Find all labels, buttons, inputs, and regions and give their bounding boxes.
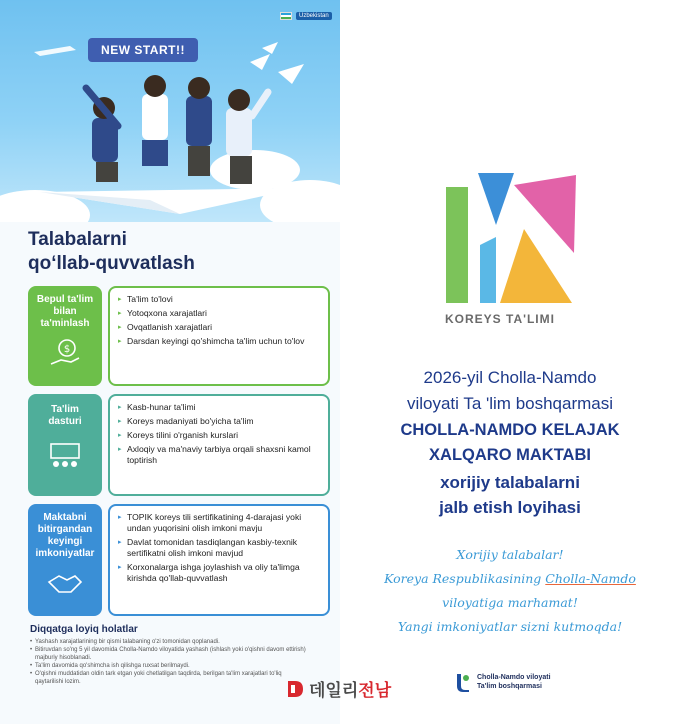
title-line: qo‘llab-quvvatlash bbox=[28, 253, 195, 274]
org-line: Ta'lim boshqarmasi bbox=[477, 683, 542, 690]
welcome-message bbox=[340, 543, 680, 639]
list-item: ▸ Ovqatlanish xarajatlari bbox=[118, 322, 320, 333]
heading-school bbox=[340, 418, 680, 468]
heading-line: xorijiy talabalarni bbox=[440, 473, 580, 492]
script-text: Koreya Respublikasining bbox=[384, 571, 546, 586]
list-item: ▸ Davlat tomonidan tasdiqlangan kasbiy-texnik sertifikatni olish imkoni mavjud bbox=[118, 537, 320, 559]
heading-line: 2026-yil Cholla-Namdo bbox=[423, 368, 597, 387]
heading-line: XALQARO MAKTABI bbox=[429, 446, 591, 464]
students-illustration bbox=[0, 0, 340, 222]
list-item: ▸ Korxonalarga ishga joylashish va oliy ta'limga kirishda qo'llab-quvvatlash bbox=[118, 562, 320, 584]
heading-line: jalb etish loyihasi bbox=[439, 498, 581, 517]
handshake-icon bbox=[47, 568, 83, 598]
category-tile bbox=[28, 286, 102, 386]
new-start-badge: NEW START!! bbox=[88, 38, 198, 62]
money-hand-icon bbox=[47, 338, 83, 368]
heading-line: viloyati Ta 'lim boshqarmasi bbox=[406, 394, 614, 413]
airplane-icon bbox=[34, 46, 76, 56]
note-item: • Ta'lim davomida qo'shimcha ish qilishga ruxsat berilmaydi. bbox=[30, 662, 310, 670]
notes-title: Diqqatga loyiq holatlar bbox=[30, 624, 138, 635]
benefit-box bbox=[108, 394, 330, 496]
koreys-talimi-logo bbox=[440, 165, 580, 315]
classroom-icon bbox=[47, 442, 83, 472]
title-line: Talabalarni bbox=[28, 229, 127, 250]
note-item: • Yashash xarajatlarining bir qismi talabaning o'zi tomonidan qoplanadi. bbox=[30, 638, 310, 646]
list-item: ▸ Ta'lim to'lovi bbox=[118, 294, 320, 305]
logo-text: KOREYS TA'LIMI bbox=[445, 312, 555, 326]
heading-region bbox=[340, 365, 680, 417]
category-label: Ta'lim dasturi bbox=[48, 404, 82, 427]
script-line bbox=[340, 567, 680, 591]
org-name bbox=[477, 673, 551, 691]
script-highlight: Cholla-Namdo bbox=[545, 571, 636, 586]
section-after-graduation bbox=[28, 504, 308, 616]
paper-plane-icon bbox=[250, 42, 304, 84]
script-line: Yangi imkoniyatlar sizni kutmoqda! bbox=[397, 619, 623, 634]
script-line: viloyatiga marhamat! bbox=[442, 595, 578, 610]
section-education-program bbox=[28, 394, 311, 496]
list-item: ▸ Koreys madaniyati bo'yicha ta'lim bbox=[118, 416, 320, 427]
flag-label: Uzbekistan bbox=[296, 12, 332, 20]
org-line: Cholla-Namdo viloyati bbox=[477, 674, 551, 681]
category-label: Bepul ta'lim bilan ta'minlash bbox=[36, 294, 94, 329]
category-tile bbox=[28, 504, 102, 616]
list-item: ▸ Axloqiy va ma'naviy tarbiya orqali shaxsni kamol toptirish bbox=[118, 444, 320, 466]
svg-text:$: $ bbox=[63, 344, 71, 355]
list-item: ▸ Kasb-hunar ta'limi bbox=[118, 402, 320, 413]
student-figures bbox=[86, 75, 268, 184]
section-title bbox=[28, 228, 288, 276]
category-label: Maktabni bitirgandan keyingi imkoniyatlar bbox=[35, 512, 95, 559]
press-logo-icon bbox=[285, 679, 305, 699]
heading-line: CHOLLA-NAMDO KELAJAK bbox=[400, 421, 620, 439]
press-name-part: 전남 bbox=[358, 681, 392, 700]
section-free-education bbox=[28, 286, 308, 386]
note-item: • O'qishni muddatidan oldin tark etgan yoki chetlatilgan taqdirda, berilgan ta'lim xarajatlari to'liq qaytarilishi lozim. bbox=[30, 670, 310, 686]
notes-block bbox=[30, 624, 310, 686]
press-name-part: 데일리 bbox=[309, 681, 359, 700]
list-item: ▸ Darsdan keyingi qo'shimcha ta'lim uchun to'lov bbox=[118, 336, 320, 347]
benefit-box bbox=[108, 286, 330, 386]
press-name bbox=[309, 676, 391, 701]
script-line: Xorijiy talabalar! bbox=[456, 547, 564, 562]
note-item: • Bitiruvdan so'ng 5 yil davomida Cholla-Namdo viloyatida yashash (ishlash yoki o'qishni davom ettirish) majburiy hisoblanadi. bbox=[30, 646, 310, 662]
benefit-box bbox=[108, 504, 330, 616]
list-item: ▸ Koreys tilini o'rganish kurslari bbox=[118, 430, 320, 441]
org-logo bbox=[455, 672, 551, 692]
category-tile bbox=[28, 394, 102, 496]
list-item: ▸ TOPIK koreys tili sertifikatining 4-darajasi yoki undan yuqorisini olish imkoni mavju bbox=[118, 512, 320, 534]
press-watermark bbox=[285, 676, 391, 701]
heading-project bbox=[340, 470, 680, 520]
poster-right-panel bbox=[340, 0, 680, 724]
list-item: ▸ Yotoqxona xarajatlari bbox=[118, 308, 320, 319]
hero-illustration bbox=[0, 0, 340, 222]
org-mark-icon bbox=[455, 672, 471, 692]
